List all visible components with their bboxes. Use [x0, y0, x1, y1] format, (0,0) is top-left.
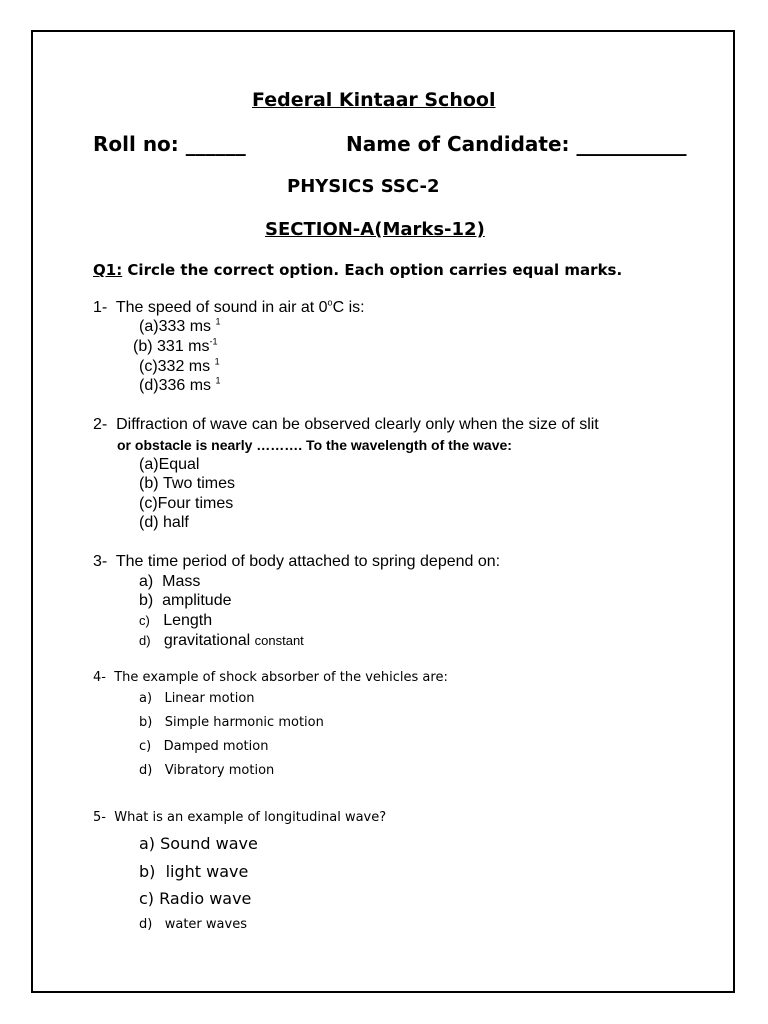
option-letter: d)	[139, 917, 153, 932]
option-letter: (c)	[139, 495, 158, 512]
option-letter: (a)	[139, 318, 159, 335]
option-text: amplitude	[162, 592, 232, 609]
option-text: Mass	[162, 573, 201, 590]
option-text: Simple harmonic motion	[164, 715, 324, 730]
option-3b	[139, 592, 232, 610]
q1-label: Q1:	[93, 261, 123, 279]
option-1a	[139, 318, 221, 336]
option-sup: -1	[209, 336, 218, 347]
question-text: The speed of sound in air at 0	[115, 299, 328, 316]
option-2a	[139, 456, 199, 474]
option-text: Length	[163, 612, 213, 629]
option-text: water waves	[164, 917, 247, 932]
option-text: Vibratory motion	[164, 763, 275, 778]
option-letter: c)	[139, 889, 155, 908]
option-text-small: constant	[254, 633, 304, 648]
school-name: Federal Kintaar School	[252, 89, 496, 111]
option-4b	[139, 715, 324, 730]
option-text: Equal	[158, 456, 200, 473]
option-text: Radio wave	[159, 889, 252, 908]
option-3d	[139, 632, 304, 650]
question-number: 4-	[93, 670, 106, 685]
name-label: Name of Candidate:	[346, 132, 570, 156]
option-text: Two times	[163, 475, 236, 492]
option-letter: (b)	[139, 475, 159, 492]
option-text: Damped motion	[163, 739, 269, 754]
question-number: 3-	[93, 553, 108, 570]
question-text-end: C is:	[332, 299, 365, 316]
question-number: 1-	[93, 299, 108, 316]
option-4c	[139, 739, 268, 754]
question-2	[93, 416, 599, 434]
option-2b	[139, 475, 235, 493]
question-number: 5-	[93, 810, 106, 825]
name-blank: ___________	[576, 132, 687, 156]
section-title: SECTION-A(Marks-12)	[265, 219, 485, 240]
option-1d	[139, 377, 221, 395]
question-text: The time period of body attached to spring depend on:	[115, 553, 501, 570]
option-4a	[139, 691, 255, 706]
option-letter: (c)	[139, 358, 158, 375]
option-letter: c)	[139, 613, 150, 628]
question-1	[93, 299, 365, 317]
option-text: Sound wave	[160, 834, 258, 853]
question-text: The example of shock absorber of the vehicles are:	[114, 670, 448, 685]
question-4	[93, 670, 448, 685]
option-letter: b)	[139, 592, 154, 609]
q1-instruction	[93, 261, 622, 279]
option-letter: a)	[139, 834, 156, 853]
option-text: light wave	[165, 862, 249, 881]
option-letter: c)	[139, 739, 152, 754]
option-letter: (a)	[139, 456, 159, 473]
option-3a	[139, 573, 200, 591]
option-1c	[139, 358, 220, 376]
option-text: 331 ms	[157, 338, 210, 355]
option-text: 336 ms	[158, 377, 212, 394]
option-sup: 1	[215, 316, 221, 327]
option-5c	[139, 889, 251, 908]
option-letter: (d)	[139, 514, 159, 531]
roll-label: Roll no:	[93, 132, 179, 156]
option-sup: 1	[214, 356, 220, 367]
option-text: 333 ms	[158, 318, 212, 335]
question-5	[93, 810, 386, 825]
option-3c	[139, 612, 212, 630]
q1-text: Circle the correct option. Each option carries equal marks.	[127, 261, 623, 279]
option-text: 332 ms	[157, 358, 211, 375]
option-text: half	[163, 514, 189, 531]
option-text: Linear motion	[164, 691, 255, 706]
option-2c	[139, 495, 233, 513]
degree-sup: o	[327, 297, 333, 308]
option-letter: (b)	[133, 338, 153, 355]
option-letter: a)	[139, 691, 153, 706]
option-5d	[139, 917, 247, 932]
roll-blank: ______	[185, 132, 246, 156]
question-text: Diffraction of wave can be observed clearly only when the size of slit	[116, 416, 599, 433]
option-text: Four times	[157, 495, 234, 512]
candidate-name-field	[346, 132, 687, 156]
page-border	[31, 30, 735, 993]
option-2d	[139, 514, 189, 532]
option-letter: b)	[139, 715, 153, 730]
option-sup: 1	[215, 375, 221, 386]
subject-title: PHYSICS SSC-2	[287, 176, 440, 197]
roll-number-field	[93, 132, 246, 156]
option-5b	[139, 862, 248, 881]
question-number: 2-	[93, 416, 108, 433]
question-3	[93, 553, 500, 571]
option-letter: b)	[139, 862, 156, 881]
option-1b	[133, 338, 218, 356]
option-4d	[139, 763, 274, 778]
option-letter: a)	[139, 573, 154, 590]
option-letter: d)	[139, 633, 151, 648]
question-text: What is an example of longitudinal wave?	[114, 810, 387, 825]
question-2-line2: or obstacle is nearly ………. To the wavelength of the wave:	[117, 437, 512, 453]
option-text: gravitational	[163, 632, 251, 649]
option-letter: (d)	[139, 377, 159, 394]
option-5a	[139, 834, 258, 853]
option-letter: d)	[139, 763, 153, 778]
